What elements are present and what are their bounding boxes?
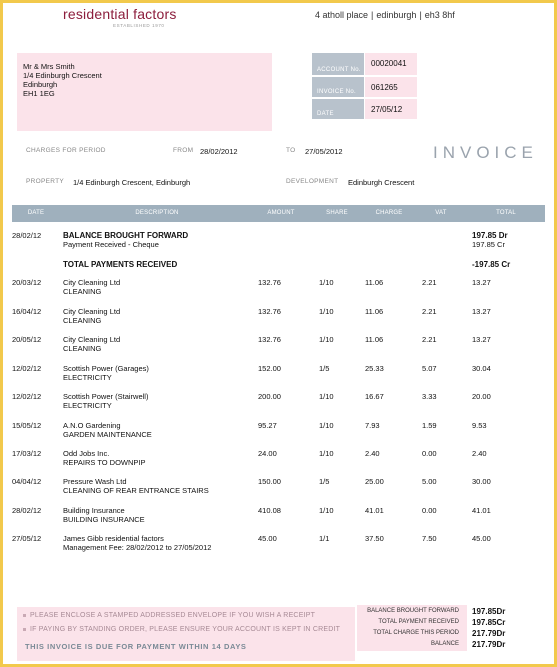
- cell-date: 15/05/12: [12, 421, 42, 430]
- cell-share: 1/5: [319, 477, 330, 486]
- total-value: 197.85Cr: [472, 618, 506, 627]
- address-separator: |: [371, 10, 374, 20]
- standing-order-note: [23, 626, 340, 633]
- invoice-page: [3, 3, 554, 664]
- cell-total: 30.04: [472, 364, 491, 373]
- cell-description: CLEANING: [63, 344, 102, 353]
- cell-vat: 2.21: [422, 335, 437, 344]
- cell-total-sub: 197.85 Cr: [472, 240, 505, 249]
- cell-date: 27/05/12: [12, 534, 42, 543]
- property-label: PROPERTY: [26, 178, 65, 185]
- cell-amount: 132.76: [258, 335, 281, 344]
- cell-total: 30.00: [472, 477, 491, 486]
- cell-vat: 2.21: [422, 307, 437, 316]
- cell-total: 13.27: [472, 278, 491, 287]
- cell-share: 1/1: [319, 534, 330, 543]
- cell-supplier: City Cleaning Ltd: [63, 278, 121, 287]
- cell-total: 197.85 Dr: [472, 231, 508, 240]
- cell-date: 17/03/12: [12, 449, 42, 458]
- cell-total: 13.27: [472, 335, 491, 344]
- bullet-icon: [23, 628, 26, 631]
- cell-share: 1/10: [319, 449, 334, 458]
- cell-vat: 1.59: [422, 421, 437, 430]
- col-total-header: TOTAL: [496, 210, 516, 216]
- cell-supplier: Odd Jobs Inc.: [63, 449, 110, 458]
- cell-date: 12/02/12: [12, 364, 42, 373]
- cell-charge: 11.06: [365, 307, 384, 316]
- cell-total: -197.85 Cr: [472, 260, 511, 269]
- development-label: DEVELOPMENT: [286, 178, 339, 185]
- recipient-line: EH1 1EG: [23, 89, 55, 98]
- cell-share: 1/5: [319, 364, 330, 373]
- standing-order-note-text: IF PAYING BY STANDING ORDER, PLEASE ENSURE YOUR ACCOUNT IS KEPT IN CREDIT: [30, 626, 341, 633]
- col-description-header: DESCRIPTION: [135, 210, 179, 216]
- total-label: TOTAL PAYMENT RECEIVED: [378, 619, 459, 625]
- address-street: 4 atholl place: [315, 10, 369, 20]
- cell-supplier: Scottish Power (Garages): [63, 364, 149, 373]
- cell-share: 1/10: [319, 335, 334, 344]
- account-no-value: 00020041: [371, 59, 407, 68]
- to-label: TO: [286, 147, 296, 154]
- cell-share: 1/10: [319, 307, 334, 316]
- cell-share: 1/10: [319, 506, 334, 515]
- payment-notes-box: [17, 607, 355, 661]
- cell-charge: 25.33: [365, 364, 384, 373]
- cell-vat: 5.00: [422, 477, 437, 486]
- invoice-no-value: 061265: [371, 83, 398, 92]
- cell-total: 41.01: [472, 506, 491, 515]
- total-label: BALANCE BROUGHT FORWARD: [367, 608, 459, 614]
- cell-description: TOTAL PAYMENTS RECEIVED: [63, 260, 178, 269]
- total-value: 197.85Dr: [472, 607, 506, 616]
- date-value: 27/05/12: [371, 105, 403, 114]
- cell-amount: 95.27: [258, 421, 277, 430]
- cell-total: 20.00: [472, 392, 491, 401]
- total-label: TOTAL CHARGE THIS PERIOD: [373, 630, 459, 636]
- payment-due-note: THIS INVOICE IS DUE FOR PAYMENT WITHIN 14 DAYS: [25, 642, 247, 651]
- development-value: Edinburgh Crescent: [348, 178, 415, 187]
- cell-description-sub: Payment Received - Cheque: [63, 240, 159, 249]
- cell-description: CLEANING: [63, 316, 102, 325]
- cell-charge: 37.50: [365, 534, 384, 543]
- cell-amount: 132.76: [258, 278, 281, 287]
- cell-supplier: Scottish Power (Stairwell): [63, 392, 149, 401]
- cell-charge: 25.00: [365, 477, 384, 486]
- cell-share: 1/10: [319, 278, 334, 287]
- cell-description: ELECTRICITY: [63, 401, 112, 410]
- cell-date: 28/02/12: [12, 506, 42, 515]
- address-postcode: eh3 8hf: [424, 10, 455, 20]
- cell-date: 04/04/12: [12, 477, 42, 486]
- cell-total: 45.00: [472, 534, 491, 543]
- cell-supplier: James Gibb residential factors: [63, 534, 164, 543]
- property-value: 1/4 Edinburgh Crescent, Edinburgh: [73, 178, 191, 187]
- cell-supplier: City Cleaning Ltd: [63, 307, 121, 316]
- cell-amount: 200.00: [258, 392, 281, 401]
- cell-vat: 5.07: [422, 364, 437, 373]
- cell-date: 20/05/12: [12, 335, 42, 344]
- cell-description: BALANCE BROUGHT FORWARD: [63, 231, 189, 240]
- cell-vat: 0.00: [422, 449, 437, 458]
- brand-tagline: ESTABLISHED 1970: [113, 23, 165, 28]
- cell-date: 28/02/12: [12, 231, 42, 240]
- col-amount-header: AMOUNT: [267, 210, 295, 216]
- brand-name: residential factors: [63, 6, 177, 22]
- cell-supplier: Pressure Wash Ltd: [63, 477, 127, 486]
- cell-charge: 11.06: [365, 278, 384, 287]
- cell-date: 20/03/12: [12, 278, 42, 287]
- cell-amount: 24.00: [258, 449, 277, 458]
- cell-vat: 2.21: [422, 278, 437, 287]
- cell-charge: 7.93: [365, 421, 380, 430]
- from-date: 28/02/2012: [200, 147, 238, 156]
- col-share-header: SHARE: [326, 210, 348, 216]
- cell-charge: 2.40: [365, 449, 380, 458]
- from-label: FROM: [173, 147, 194, 154]
- cell-vat: 3.33: [422, 392, 437, 401]
- cell-total: 13.27: [472, 307, 491, 316]
- cell-charge: 41.01: [365, 506, 384, 515]
- invoice-no-value-box: [365, 77, 417, 97]
- cell-vat: 7.50: [422, 534, 437, 543]
- cell-charge: 16.67: [365, 392, 384, 401]
- cell-amount: 152.00: [258, 364, 281, 373]
- col-date-header: DATE: [27, 210, 45, 216]
- recipient-line: Edinburgh: [23, 80, 58, 89]
- cell-supplier: A.N.O Gardening: [63, 421, 121, 430]
- cell-date: 12/02/12: [12, 392, 42, 401]
- cell-description: REPAIRS TO DOWNPIP: [63, 458, 146, 467]
- invoice-no-label: INVOICE No.: [317, 89, 356, 95]
- recipient-address-box: [17, 53, 272, 131]
- col-charge-header: CHARGE: [375, 210, 403, 216]
- cell-amount: 132.76: [258, 307, 281, 316]
- receipt-note: [23, 612, 315, 619]
- recipient-line: 1/4 Edinburgh Crescent: [23, 71, 102, 80]
- recipient-line: Mr & Mrs Smith: [23, 62, 75, 71]
- cell-date: 16/04/12: [12, 307, 42, 316]
- cell-description: CLEANING: [63, 287, 102, 296]
- cell-description: GARDEN MAINTENANCE: [63, 430, 152, 439]
- table-header: [12, 205, 545, 222]
- cell-description: BUILDING INSURANCE: [63, 515, 145, 524]
- cell-share: 1/10: [319, 421, 334, 430]
- cell-charge: 11.06: [365, 335, 384, 344]
- cell-supplier: Building Insurance: [63, 506, 125, 515]
- total-value: 217.79Dr: [472, 629, 506, 638]
- account-no-label: ACCOUNT No.: [317, 67, 361, 73]
- cell-total: 9.53: [472, 421, 487, 430]
- invoice-title: INVOICE: [433, 143, 538, 162]
- cell-amount: 150.00: [258, 477, 281, 486]
- cell-supplier: City Cleaning Ltd: [63, 335, 121, 344]
- bullet-icon: [23, 614, 26, 617]
- total-value: 217.79Dr: [472, 640, 506, 649]
- receipt-note-text: PLEASE ENCLOSE A STAMPED ADDRESSED ENVELOPE IF YOU WISH A RECEIPT: [30, 612, 316, 619]
- cell-total: 2.40: [472, 449, 487, 458]
- address-city: edinburgh: [376, 10, 417, 20]
- cell-description: ELECTRICITY: [63, 373, 112, 382]
- account-no-label-box: [312, 53, 364, 75]
- cell-description: Management Fee: 28/02/2012 to 27/05/2012: [63, 543, 212, 552]
- cell-vat: 0.00: [422, 506, 437, 515]
- date-value-box: [365, 99, 417, 119]
- total-label: BALANCE: [430, 641, 459, 647]
- invoice-no-label-box: [312, 77, 364, 97]
- cell-amount: 410.08: [258, 506, 281, 515]
- charges-period-label: CHARGES FOR PERIOD: [26, 147, 106, 154]
- date-label: DATE: [317, 111, 334, 117]
- address-separator: |: [419, 10, 422, 20]
- col-vat-header: VAT: [435, 210, 447, 216]
- cell-amount: 45.00: [258, 534, 277, 543]
- company-address: [315, 10, 455, 20]
- cell-description: CLEANING OF REAR ENTRANCE STAIRS: [63, 486, 209, 495]
- cell-share: 1/10: [319, 392, 334, 401]
- to-date: 27/05/2012: [305, 147, 343, 156]
- date-label-box: [312, 99, 364, 119]
- account-no-value-box: [365, 53, 417, 75]
